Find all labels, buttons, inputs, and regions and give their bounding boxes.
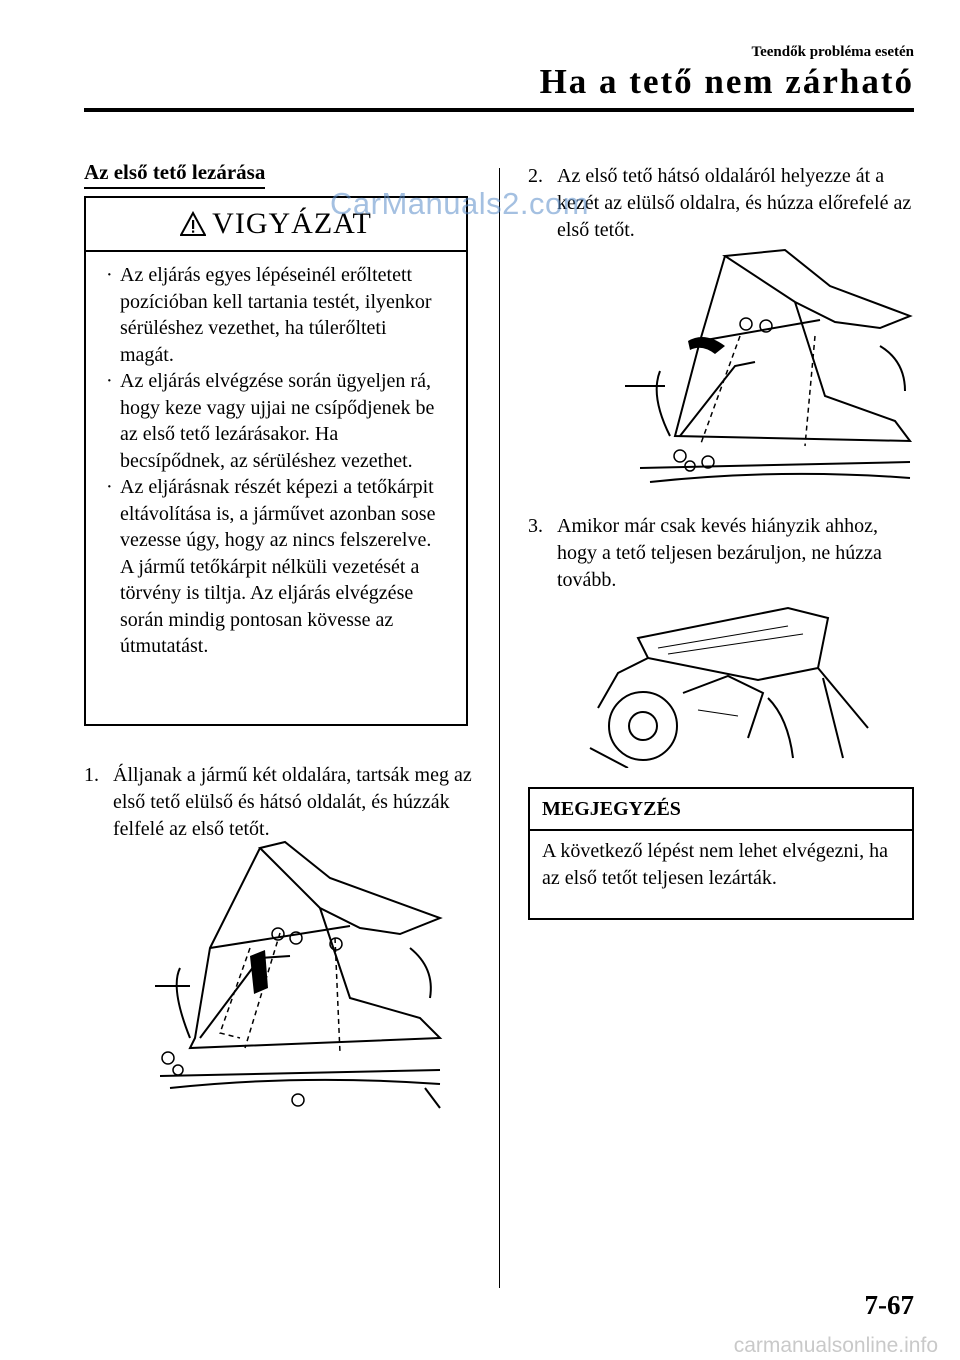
page-number: 7-67 [864, 1290, 914, 1320]
header-rule [84, 108, 914, 112]
roof-lift-illustration [150, 838, 450, 1110]
caution-item: · Az eljárásnak részét képezi a tetőkárpit eltávolítása is, a járművet azonban sose vezesse úgy, hogy az nincs felszerelve. A jármű tetőkárpit nélküli vezetését a törvény is tiltja. Az eljárás elvégzése során mindig pontosan kövesse az útmutatást. [106, 474, 444, 660]
page-title: Ha a tető nem zárható [539, 62, 914, 101]
caution-list [86, 252, 466, 660]
step-number: 3. [528, 515, 543, 537]
note-title: MEGJEGYZÉS [530, 789, 912, 831]
step-text: Álljanak a jármű két oldalára, tartsák meg az első tető elülső és hátsó oldalát, és húzzák felfelé az első tetőt. [113, 764, 472, 840]
step-text: Amikor már csak kevés hiányzik ahhoz, hogy a tető teljesen bezáruljon, ne húzza tovább. [557, 515, 882, 591]
section-title: Az első tető lezárása [84, 160, 265, 189]
chapter-title: Teendők probléma esetén [751, 44, 914, 60]
step-text: Az első tető hátsó oldaláról helyezze át a kezét az elülső oldalra, és húzza előrefelé az első tetőt. [557, 165, 912, 241]
step-number: 2. [528, 165, 543, 187]
roof-pull-forward-illustration [620, 246, 915, 496]
watermark-text: CarManuals2.com [330, 186, 590, 221]
caution-item: · Az eljárás egyes lépéseinél erőltetett pozícióban kell tartania testét, ilyenkor sérüléshez vezethet, ha túlerőlteti magát. [106, 262, 444, 368]
caution-item: · Az eljárás elvégzése során ügyeljen rá, hogy keze vagy ujjai ne csípődjenek be az első tető lezárásakor. Ha becsípődnek, az sérüléshez vezethet. [106, 368, 444, 474]
column-divider [499, 168, 500, 1288]
step-number: 1. [84, 764, 99, 786]
note-text: A következő lépést nem lehet elvégezni, ha az első tetőt teljesen lezárták. [542, 840, 888, 889]
warning-triangle-icon [180, 211, 206, 237]
footer-watermark: carmanualsonline.info [733, 1334, 938, 1357]
step-3 [528, 513, 918, 594]
roof-almost-closed-illustration [588, 598, 873, 768]
step-1 [84, 762, 484, 843]
caution-title: VIGYÁZAT [212, 207, 372, 240]
caution-box [84, 196, 468, 726]
note-box [528, 787, 914, 920]
